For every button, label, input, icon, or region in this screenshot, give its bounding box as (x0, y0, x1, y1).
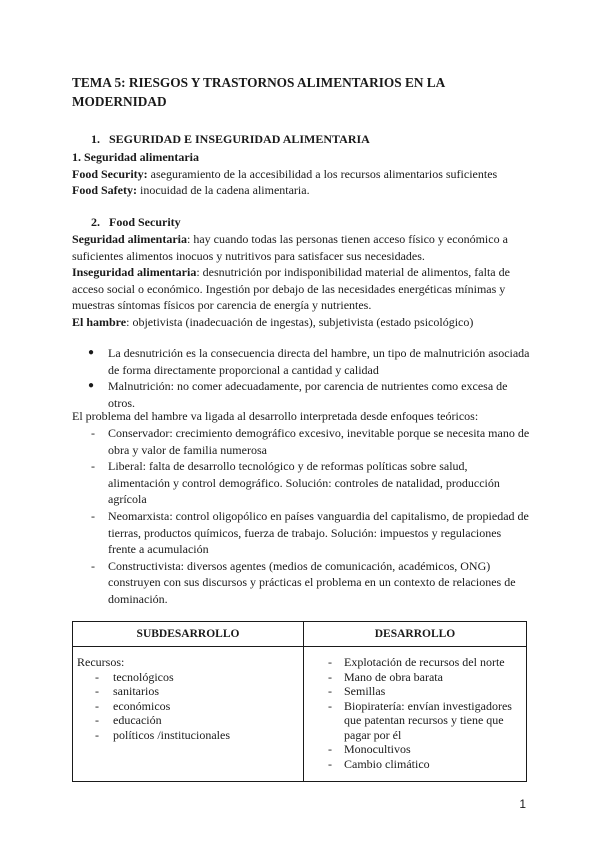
section-1-title: SEGURIDAD E INSEGURIDAD ALIMENTARIA (109, 132, 370, 146)
dash-icon: - (95, 713, 99, 727)
dash-icon: - (91, 426, 95, 440)
list-item (308, 655, 522, 670)
list-item-text: Mano de obra barata (344, 669, 443, 684)
definition-paragraph (72, 264, 532, 314)
list-item-text: sanitarios (113, 684, 159, 698)
list-item-text: Malnutrición: no comer adecuadamente, por carencia de nutrientes como excesa de otros. (108, 379, 508, 410)
list-item-text: Conservador: crecimiento demográfico excesivo, inevitable porque se necesita mano de obra y valor de familia numerosa (108, 426, 530, 457)
resources-list (77, 670, 299, 743)
list-item (308, 742, 522, 757)
list-item (72, 508, 532, 558)
definition-line (72, 182, 532, 199)
dash-icon: - (328, 684, 332, 698)
list-item-text: Cambio climático (344, 756, 430, 771)
list-item (72, 558, 532, 608)
section-2-heading (91, 214, 181, 231)
list-item-text: Monocultivos (344, 742, 411, 756)
definition-text: : hay cuando todas las personas tienen acceso físico y económico a suficientes alimentos inocuos y nutritivos para satisfacer sus necesidades. (72, 232, 508, 263)
definition-term: Food Security: (72, 166, 148, 181)
table-cell-subdesarrollo (73, 647, 304, 782)
list-item (308, 684, 522, 699)
dash-icon: - (91, 508, 95, 523)
list-item (72, 345, 532, 378)
dash-icon: - (328, 742, 332, 756)
table-cell-desarrollo (304, 647, 527, 782)
list-item-text: Liberal: falta de desarrollo tecnológico y de reformas políticas sobre salud, alimentación y control demográfico. Solución: controles de natalidad, producción agrícola (108, 459, 500, 507)
list-item-text: Semillas (344, 684, 386, 698)
resources-label: Recursos: (77, 655, 125, 669)
list-item-text: políticos /institucionales (113, 727, 230, 742)
bullet-icon: ● (88, 347, 95, 358)
list-item-text: Biopiratería: envían investigadores que patentan recursos y tiene que pagar por él (344, 698, 512, 742)
page-title: TEMA 5: RIESGOS Y TRASTORNOS ALIMENTARIOS EN LA MODERNIDAD (72, 75, 445, 109)
list-item (308, 699, 522, 743)
definition-text: : desnutrición por indisponibilidad material de alimentos, falta de acceso social o económico. Ingestión por debajo de las necesidades energéticas mínimas y muestras síntomas físicos por carencia de energía y nutrientes. (72, 265, 510, 313)
dash-icon: - (95, 684, 99, 698)
section-1-heading (91, 131, 370, 148)
table-header-row (73, 622, 527, 647)
list-item (77, 684, 299, 699)
dash-icon: - (328, 698, 332, 713)
list-item (77, 670, 299, 685)
hunger-bullet-list (72, 345, 532, 411)
list-item-text: tecnológicos (113, 669, 174, 684)
section-1-number: 1. (91, 132, 100, 146)
dash-icon: - (328, 756, 332, 771)
comparison-table (72, 621, 527, 782)
list-item-text: Explotación de recursos del norte (344, 655, 505, 669)
section-2-body (72, 231, 532, 331)
section-1-subheading: 1. Seguridad alimentaria (72, 150, 200, 164)
list-item (72, 425, 532, 458)
definition-paragraph (72, 231, 532, 264)
definition-text: aseguramiento de la accesibilidad a los recursos alimentarios suficientes (147, 166, 498, 181)
dash-icon: - (91, 459, 95, 474)
definition-term: Seguridad alimentaria (72, 232, 188, 246)
dash-icon: - (95, 727, 99, 742)
list-item (72, 378, 532, 411)
table-row (73, 647, 527, 782)
list-item-text: Neomarxista: control oligopólico en países vanguardia del capitalismo, de propiedad de tierras, productos químicos, fuerza de trabajo. Solución: impuestos y regulaciones frente a acumulación (108, 508, 529, 557)
definition-term: El hambre (72, 314, 127, 329)
list-item (77, 699, 299, 714)
definition-text: inocuidad de la cadena alimentaria. (137, 183, 310, 198)
section-2-number: 2. (91, 215, 100, 229)
list-item (308, 670, 522, 685)
dash-icon: - (95, 698, 99, 713)
column-header-subdesarrollo: SUBDESARROLLO (73, 622, 304, 647)
dash-icon: - (328, 669, 332, 684)
list-item-text: económicos (113, 698, 171, 713)
list-item-text: La desnutrición es la consecuencia directa del hambre, un tipo de malnutrición asociada de forma directamente proporcional a cantidad y calidad (108, 346, 530, 377)
definition-term: Food Safety: (72, 183, 137, 198)
approaches-list (72, 425, 532, 608)
bullet-icon: ● (88, 380, 95, 392)
definition-term: Inseguridad alimentaria (72, 265, 197, 280)
definition-paragraph (72, 314, 532, 331)
dash-icon: - (95, 669, 99, 684)
dash-icon: - (328, 655, 332, 669)
column-header-desarrollo: DESARROLLO (304, 622, 527, 647)
page-number: 1 (519, 797, 526, 811)
list-item-text: educación (113, 713, 162, 727)
list-item (72, 458, 532, 508)
list-item (308, 757, 522, 772)
list-item (77, 713, 299, 728)
section-1-body (72, 149, 532, 199)
development-list (308, 655, 522, 771)
section-2-title: Food Security (109, 215, 181, 229)
list-item (77, 728, 299, 743)
dash-icon: - (91, 558, 95, 573)
definition-line (72, 166, 532, 183)
approaches-intro: El problema del hambre va ligada al desarrollo interpretada desde enfoques teóricos: (72, 409, 479, 423)
list-item-text: Constructivista: diversos agentes (medios de comunicación, académicos, ONG) construyen con sus discursos y prácticas el problema en un contexto de relaciones de dominación. (108, 558, 516, 606)
definition-text: : objetivista (inadecuación de ingestas), subjetivista (estado psicológico) (126, 314, 474, 329)
